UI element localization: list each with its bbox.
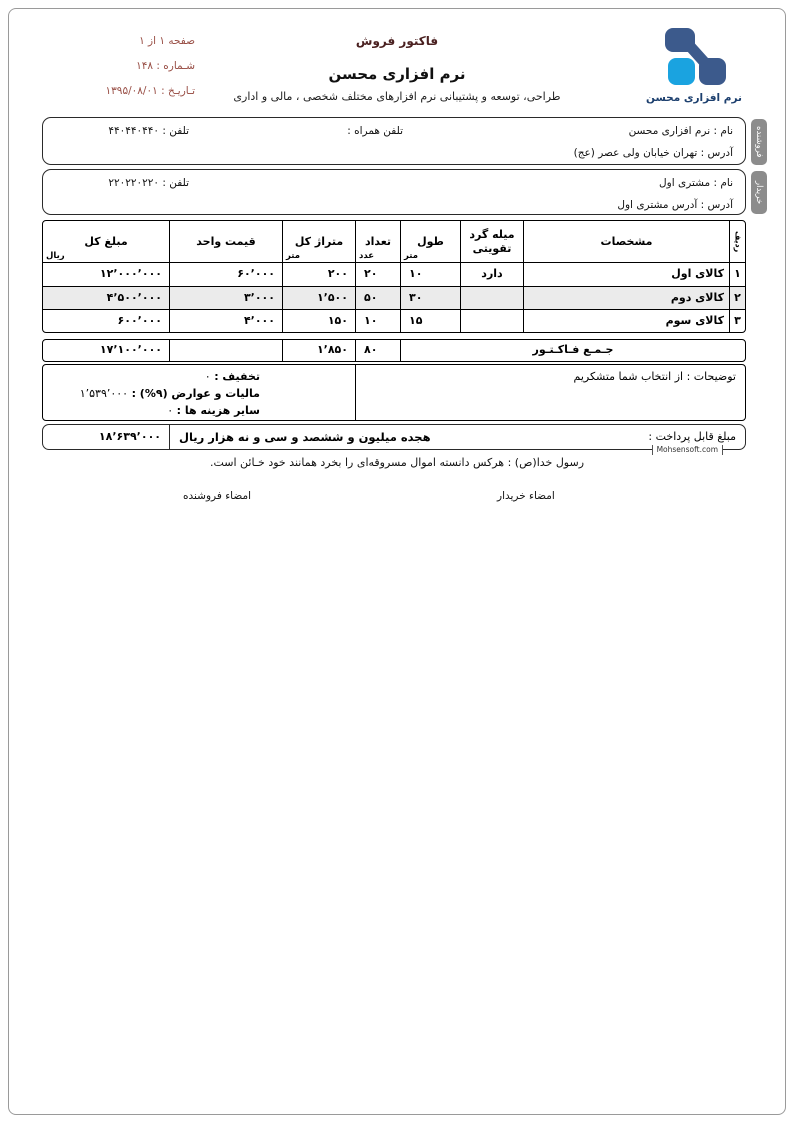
invoice-header [200, 34, 594, 103]
buyer-address: آدرس : آدرس مشتری اول [617, 199, 733, 211]
cell-meterage: ۲۰۰ [282, 263, 355, 286]
cell-unit-price: ۴٬۰۰۰ [169, 310, 282, 332]
tax-label: مالیات و عوارض (۹%) : [131, 387, 260, 400]
tax-line [43, 385, 260, 402]
table-row [43, 286, 745, 309]
buyer-signature-label: امضاء خریدار [497, 490, 555, 502]
software-watermark: Mohsensoft.com [652, 445, 723, 455]
cell-total: ۴٬۵۰۰٬۰۰۰ [106, 291, 162, 304]
sum-count: ۸۰ [355, 340, 400, 361]
discount-label: تخفیف : [214, 370, 260, 383]
seller-name: نام : نرم افزاری محسن [628, 125, 733, 137]
seller-mobile: تلفن همراه : [347, 125, 403, 137]
logo-squares-icon [662, 28, 726, 86]
buyer-name: نام : مشتری اول [659, 177, 733, 189]
seller-signature-label: امضاء فروشنده [183, 490, 251, 502]
header-meterage [282, 221, 355, 262]
seller-tab: فروشنده [751, 119, 767, 165]
seller-row-2 [43, 142, 745, 164]
company-tagline: طراحی، توسعه و پشتیبانی نرم افزارهای مختلف شخصی ، مالی و اداری [233, 90, 561, 103]
header-rod: میله گرد تقویتی [460, 221, 523, 262]
header-spec: مشخصات [523, 221, 729, 262]
other-costs-label: سایر هزینه ها : [176, 404, 260, 417]
invoice-sum-row [42, 339, 746, 362]
cell-count: ۱۰ [355, 310, 400, 332]
items-table [42, 220, 746, 333]
invoice-meta [55, 35, 195, 110]
seller-row-1 [43, 120, 745, 142]
cell-rod [460, 310, 523, 332]
header-total-unit: ریال [46, 250, 65, 261]
header-length-label: طول [417, 234, 444, 248]
cell-count: ۲۰ [355, 263, 400, 286]
header-row-number [729, 221, 745, 262]
header-unit-price: قیمت واحد [169, 221, 282, 262]
other-costs-value: ۰ [167, 404, 174, 417]
cell-unit-price: ۳٬۰۰۰ [169, 287, 282, 309]
cell-spec: کالای دوم [523, 287, 729, 309]
header-count [355, 221, 400, 262]
cell-row-number: ۳ [729, 310, 745, 332]
cell-meterage: ۱٬۵۰۰ [282, 287, 355, 309]
invoice-number: شـماره : ۱۴۸ [136, 60, 195, 72]
buyer-row-1 [43, 172, 745, 194]
religious-quote: رسول خدا(ص) : هرکس دانسته اموال مسروقه‌ای را بخرد همانند خود خـائن است. [209, 456, 585, 469]
header-total-label: مبلغ کل [84, 234, 128, 248]
sum-unit-price-empty [169, 340, 282, 361]
table-row [43, 309, 745, 332]
cell-meterage: ۱۵۰ [282, 310, 355, 332]
tax-value: ۱٬۵۳۹٬۰۰۰ [79, 387, 129, 400]
table-row [43, 263, 745, 286]
sum-total: ۱۷٬۱۰۰٬۰۰۰ [99, 343, 162, 356]
cell-total: ۱۲٬۰۰۰٬۰۰۰ [99, 267, 162, 280]
buyer-row-2 [43, 194, 745, 216]
cell-rod: دارد [460, 263, 523, 286]
payable-box [42, 424, 746, 454]
buyer-phone: تلفن : ۲۲۰۲۲۰۲۲۰ [108, 177, 189, 189]
cell-total: ۶۰۰٬۰۰۰ [117, 314, 162, 327]
header-total [43, 221, 169, 262]
payable-amount-words: هجده میلیون و ششصد و سی و نه هزار ریال [179, 430, 431, 444]
notes-and-adjustments [42, 364, 746, 421]
other-costs-line [43, 402, 260, 419]
cell-row-number: ۲ [729, 287, 745, 309]
cell-length: ۱۰ [400, 263, 460, 286]
sum-label: جـمـع فـاکـتـور [400, 340, 745, 361]
cell-length: ۳۰ [400, 287, 460, 309]
invoice-date: تـاریـخ : ۱۳۹۵/۰۸/۰۱ [105, 85, 195, 97]
cell-count: ۵۰ [355, 287, 400, 309]
seller-address: آدرس : تهران خیابان ولی عصر (عج) [573, 147, 733, 159]
cell-length: ۱۵ [400, 310, 460, 332]
page-number: صفحه ۱ از ۱ [139, 35, 195, 47]
cell-row-number: ۱ [729, 263, 745, 286]
notes-cell: توضیحات : از انتخاب شما متشکریم [355, 365, 745, 420]
header-meterage-unit: متر [286, 250, 301, 261]
header-count-unit: عدد [359, 250, 375, 261]
table-header-row [43, 221, 745, 263]
buyer-box [42, 169, 746, 215]
company-logo [644, 28, 744, 104]
invoice-type-title: فاکتور فروش [355, 34, 439, 48]
discount-value: ۰ [204, 370, 211, 383]
seller-box [42, 117, 746, 165]
header-row-number-label: ردیف [733, 230, 743, 253]
header-length [400, 221, 460, 262]
cell-spec: کالای اول [523, 263, 729, 286]
header-meterage-label: متراژ کل [294, 234, 344, 248]
discount-line [43, 368, 260, 385]
sum-meterage: ۱٬۸۵۰ [282, 340, 355, 361]
adjustments-cell [43, 365, 355, 420]
payable-amount: ۱۸٬۶۳۹٬۰۰۰ [98, 430, 161, 443]
seller-phone: تلفن : ۴۴۰۴۴۰۴۴۰ [108, 125, 189, 137]
buyer-tab: خریدار [751, 171, 767, 214]
payable-label: مبلغ قابل پرداخت : [648, 430, 736, 443]
logo-text: نرم افزاری محسن [646, 92, 742, 104]
company-name: نرم افزاری محسن [328, 65, 466, 83]
cell-spec: کالای سوم [523, 310, 729, 332]
header-count-label: تعداد [364, 234, 392, 248]
cell-rod [460, 287, 523, 309]
header-length-unit: متر [404, 250, 419, 261]
cell-unit-price: ۶۰٬۰۰۰ [169, 263, 282, 286]
